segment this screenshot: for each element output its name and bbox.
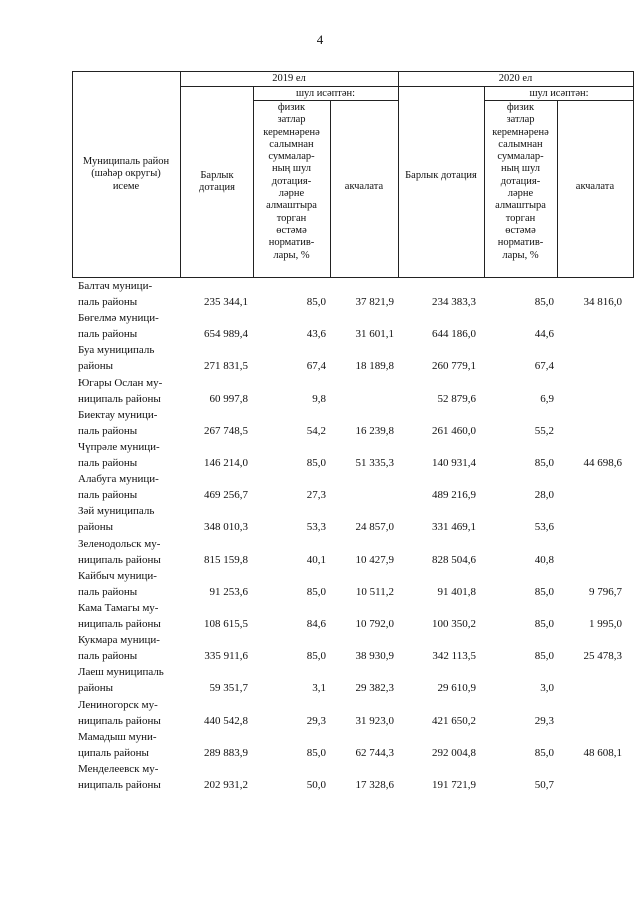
norm-line: затлар (506, 114, 535, 126)
cell-norm-2019: 3,1 (312, 682, 326, 695)
municipality-name-line: паль районы (78, 296, 138, 308)
municipality-name-line: паль районы (78, 424, 138, 437)
municipality-name-line: ниципаль районы (78, 553, 161, 566)
cell-cash-2019: 24 857,0 (355, 521, 394, 534)
municipality-name-line: Алабуга муници- (78, 473, 159, 486)
cell-total-2020: 421 650,2 (432, 714, 476, 727)
cell-cash-2020: 44 698,6 (583, 457, 622, 469)
cell-total-2020: 100 350,2 (432, 618, 476, 630)
cell-norm-2019: 29,3 (306, 714, 326, 727)
cell-cash-2019: 10 792,0 (355, 618, 394, 630)
cell-norm-2020: 85,0 (534, 618, 554, 630)
municipality-name-line: Чүпрәле муници- (78, 441, 160, 453)
col-divider-name (180, 71, 181, 278)
cell-norm-2019: 85,0 (306, 457, 326, 469)
norm-line: ның шул (271, 163, 312, 175)
cell-total-2020: 29 610,9 (437, 682, 476, 695)
municipality-name-line: Зеленодольск му- (78, 537, 161, 550)
cell-norm-2020: 6,9 (540, 392, 554, 405)
cell-norm-2020: 40,8 (534, 553, 554, 566)
cell-norm-2019: 9,8 (312, 392, 326, 405)
cell-norm-2020: 28,0 (534, 489, 554, 502)
norm-line: торган (276, 212, 307, 224)
norm-line: дотация- (500, 175, 541, 187)
cell-total-2020: 331 469,1 (432, 521, 476, 534)
cell-cash-2019: 18 189,8 (355, 360, 394, 373)
norm-line: салымнан (269, 138, 314, 150)
municipality-name-line: Лениногорск му- (78, 698, 158, 711)
municipality-name-line: ниципаль районы (78, 714, 161, 727)
cell-total-2019: 91 253,6 (209, 585, 248, 598)
cell-total-2019: 108 615,5 (204, 618, 248, 630)
cell-total-2020: 234 383,3 (432, 296, 476, 308)
cell-total-2020: 91 401,8 (437, 585, 476, 598)
cell-total-2019: 235 344,1 (204, 296, 248, 308)
header-municipality: Муниципаль район (шәһәр округы) исеме (82, 156, 170, 192)
cell-total-2020: 261 460,0 (432, 424, 476, 437)
municipality-name-line: районы (78, 682, 114, 695)
cell-norm-2019: 67,4 (306, 360, 326, 373)
cell-cash-2019: 10 511,2 (355, 585, 394, 598)
municipality-name-line: Кайбыч муници- (78, 569, 157, 582)
municipality-name-line: Буа муниципаль (78, 344, 155, 357)
cell-cash-2020: 48 608,1 (583, 746, 622, 759)
cell-cash-2020: 9 796,7 (589, 585, 622, 598)
header-norm-2019 (253, 102, 330, 262)
municipality-name-line: ниципаль районы (78, 618, 161, 630)
municipality-name-line: ниципаль районы (78, 392, 161, 405)
cell-total-2019: 440 542,8 (204, 714, 248, 727)
cell-total-2020: 191 721,9 (432, 779, 476, 791)
table-left-border (72, 71, 73, 278)
norm-line: ның шул (500, 163, 541, 175)
cell-norm-2019: 84,6 (306, 618, 326, 630)
municipality-name-line: паль районы (78, 328, 138, 341)
cell-total-2020: 342 113,5 (432, 650, 476, 663)
cell-total-2020: 644 186,0 (432, 328, 476, 341)
table-right-border (633, 71, 634, 278)
municipality-name-line: районы (78, 521, 114, 534)
municipality-name-line: Лаеш муниципаль (78, 666, 164, 679)
cell-norm-2020: 67,4 (534, 360, 554, 373)
municipality-name-line: Югары Ослан му- (78, 376, 163, 389)
cell-norm-2019: 43,6 (306, 328, 326, 341)
header-year-2019: 2019 ел (272, 73, 306, 84)
norm-line: затлар (277, 114, 306, 126)
cell-cash-2019: 37 821,9 (355, 296, 394, 308)
cell-cash-2019: 38 930,9 (355, 650, 394, 663)
cell-total-2019: 271 831,5 (204, 360, 248, 373)
municipality-name-line: паль районы (78, 489, 138, 502)
norm-line: керемнәренә (492, 126, 549, 138)
norm-line: өстәмә (505, 224, 536, 236)
cell-total-2020: 292 004,8 (432, 746, 476, 759)
norm-line: норматив- (497, 237, 544, 249)
norm-line: суммалар- (268, 151, 315, 163)
municipality-name-line: Менделеевск му- (78, 763, 159, 775)
cell-cash-2020: 34 816,0 (583, 296, 622, 308)
table-top-border (72, 71, 634, 72)
cell-norm-2019: 85,0 (306, 585, 326, 598)
cell-norm-2019: 85,0 (306, 650, 326, 663)
cell-norm-2019: 85,0 (306, 296, 326, 308)
cell-total-2020: 140 931,4 (432, 457, 476, 469)
norm-line: лары, % (502, 249, 539, 261)
norm-line: алмаштыра (266, 200, 317, 212)
cell-norm-2020: 85,0 (534, 650, 554, 663)
col-divider-years (398, 71, 399, 278)
municipality-name-line: паль районы (78, 585, 138, 598)
header-cash-2020: акчалата (575, 181, 615, 192)
cell-total-2019: 60 997,8 (209, 392, 248, 405)
cell-total-2019: 146 214,0 (204, 457, 248, 469)
cell-total-2019: 202 931,2 (204, 779, 248, 791)
cell-norm-2020: 3,0 (540, 682, 554, 695)
cell-total-2019: 289 883,9 (204, 746, 248, 759)
norm-line: өстәмә (276, 224, 307, 236)
cell-cash-2019: 31 601,1 (355, 328, 394, 341)
norm-line: суммалар- (497, 151, 544, 163)
norm-line: алмаштыра (495, 200, 546, 212)
cell-norm-2019: 85,0 (306, 746, 326, 759)
header-total-2019: Барлык дотация (199, 170, 235, 194)
header-norm-2020 (484, 102, 557, 262)
cell-total-2019: 815 159,8 (204, 553, 248, 566)
page-number: 4 (316, 32, 324, 47)
cell-total-2020: 828 504,6 (432, 553, 476, 566)
cell-total-2019: 469 256,7 (204, 489, 248, 502)
cell-norm-2020: 50,7 (534, 779, 554, 791)
cell-total-2019: 348 010,3 (204, 521, 248, 534)
cell-norm-2019: 50,0 (306, 779, 326, 791)
cell-norm-2020: 29,3 (534, 714, 554, 727)
cell-total-2019: 267 748,5 (204, 424, 248, 437)
norm-line: ләрне (507, 188, 534, 200)
norm-line: керемнәренә (263, 126, 320, 138)
year-divider-line (180, 86, 634, 87)
cell-cash-2019: 62 744,3 (355, 746, 394, 759)
header-cash-2019: акчалата (344, 181, 384, 192)
cell-total-2019: 335 911,6 (204, 650, 248, 663)
cell-cash-2019: 29 382,3 (355, 682, 394, 695)
header-year-2020: 2020 ел (498, 73, 533, 84)
municipality-name-line: Кама Тамагы му- (78, 602, 159, 614)
norm-line: физик (506, 102, 535, 113)
municipality-name-line: паль районы (78, 650, 138, 663)
cell-norm-2020: 55,2 (534, 424, 554, 437)
norm-line: ләрне (278, 188, 305, 200)
norm-line: салымнан (498, 138, 543, 150)
cell-norm-2020: 85,0 (534, 585, 554, 598)
municipality-name-line: Зәй муниципаль (78, 505, 155, 518)
cell-cash-2019: 10 427,9 (355, 553, 394, 566)
cell-total-2020: 52 879,6 (437, 392, 476, 405)
cell-total-2019: 654 989,4 (204, 328, 248, 341)
municipality-name-line: ниципаль районы (78, 779, 161, 791)
cell-total-2019: 59 351,7 (209, 682, 248, 695)
cell-cash-2020: 1 995,0 (589, 618, 622, 630)
cell-norm-2020: 85,0 (534, 746, 554, 759)
municipality-name-line: Мамадыш муни- (78, 730, 157, 743)
municipality-name-line: Кукмара муници- (78, 634, 160, 647)
cell-norm-2020: 85,0 (534, 296, 554, 308)
cell-cash-2019: 51 335,3 (355, 457, 394, 469)
cell-cash-2020: 25 478,3 (583, 650, 622, 663)
municipality-name-line: Бөгелмә муници- (78, 312, 159, 325)
municipality-name-line: Балтач муници- (78, 280, 153, 292)
cell-norm-2019: 27,3 (306, 489, 326, 502)
cell-norm-2019: 53,3 (306, 521, 326, 534)
municipality-name-line: паль районы (78, 457, 138, 469)
cell-norm-2020: 53,6 (534, 521, 554, 534)
header-total-2020: Барлык дотация (405, 170, 477, 181)
municipality-name-line: районы (78, 360, 114, 373)
cell-total-2020: 260 779,1 (432, 360, 476, 373)
cell-cash-2019: 31 923,0 (355, 714, 394, 727)
norm-line: торган (505, 212, 536, 224)
cell-norm-2020: 85,0 (534, 457, 554, 469)
norm-line: лары, % (273, 249, 310, 261)
norm-line: дотация- (271, 175, 312, 187)
municipality-name-line: ципаль районы (78, 746, 149, 759)
municipality-name-line: Биектау муници- (78, 408, 158, 421)
cell-cash-2019: 16 239,8 (355, 424, 394, 437)
header-including-2019: шул исәптән: (295, 88, 356, 99)
cell-total-2020: 489 216,9 (432, 489, 476, 502)
cell-norm-2019: 40,1 (306, 553, 326, 566)
cell-cash-2019: 17 328,6 (355, 779, 394, 791)
norm-line: норматив- (268, 237, 315, 249)
cell-norm-2019: 54,2 (306, 424, 326, 437)
norm-line: физик (277, 102, 306, 113)
header-including-2020: шул исәптән: (529, 88, 589, 99)
cell-norm-2020: 44,6 (534, 328, 554, 341)
